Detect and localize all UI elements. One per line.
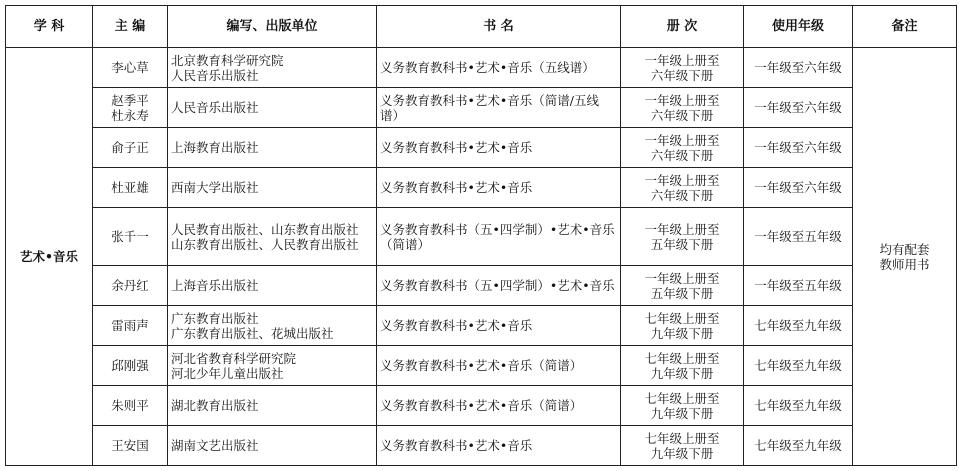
volumes-cell: 一年级上册至 五年级下册 (621, 266, 744, 306)
table-row (6, 168, 957, 208)
editor-cell: 俞子正 (93, 128, 168, 168)
editor-cell: 余丹红 (93, 266, 168, 306)
header-row (6, 6, 957, 48)
header-title: 书 名 (377, 6, 621, 48)
volumes-cell: 一年级上册至 六年级下册 (621, 88, 744, 128)
title-cell: 义务教育教科书•艺术•音乐 (377, 168, 621, 208)
publisher-cell: 河北省教育科学研究院 河北少年儿童出版社 (168, 346, 377, 386)
table-row (6, 306, 957, 346)
title-cell: 义务教育教科书（五•四学制）•艺术•音乐 (377, 266, 621, 306)
editor-cell: 朱则平 (93, 386, 168, 426)
table-row (6, 346, 957, 386)
title-cell: 义务教育教科书•艺术•音乐 (377, 426, 621, 466)
header-publisher: 编写、出版单位 (168, 6, 377, 48)
grades-cell: 七年级至九年级 (744, 386, 853, 426)
grades-cell: 七年级至九年级 (744, 306, 853, 346)
title-cell: 义务教育教科书•艺术•音乐（简谱/五线谱） (377, 88, 621, 128)
publisher-cell: 西南大学出版社 (168, 168, 377, 208)
publisher-cell: 人民音乐出版社 (168, 88, 377, 128)
volumes-cell: 一年级上册至 六年级下册 (621, 168, 744, 208)
grades-cell: 七年级至九年级 (744, 346, 853, 386)
editor-cell: 雷雨声 (93, 306, 168, 346)
grades-cell: 一年级至六年级 (744, 168, 853, 208)
grades-cell: 一年级至六年级 (744, 48, 853, 88)
subject-cell: 艺术•音乐 (6, 48, 93, 466)
table-row (6, 266, 957, 306)
volumes-cell: 一年级上册至 六年级下册 (621, 48, 744, 88)
editor-cell: 赵季平 杜永寿 (93, 88, 168, 128)
publisher-cell: 广东教育出版社 广东教育出版社、花城出版社 (168, 306, 377, 346)
publisher-cell: 湖南文艺出版社 (168, 426, 377, 466)
volumes-cell: 一年级上册至 五年级下册 (621, 208, 744, 266)
title-cell: 义务教育教科书•艺术•音乐 (377, 306, 621, 346)
publisher-cell: 湖北教育出版社 (168, 386, 377, 426)
table-row (6, 208, 957, 266)
publisher-cell: 人民教育出版社、山东教育出版社 山东教育出版社、人民教育出版社 (168, 208, 377, 266)
title-cell: 义务教育教科书•艺术•音乐（简谱） (377, 346, 621, 386)
header-subject: 学 科 (6, 6, 93, 48)
editor-cell: 张千一 (93, 208, 168, 266)
header-remarks: 备注 (853, 6, 957, 48)
remark-cell: 均有配套 教师用书 (853, 48, 957, 466)
header-grades: 使用年级 (744, 6, 853, 48)
grades-cell: 一年级至五年级 (744, 208, 853, 266)
publisher-cell: 上海教育出版社 (168, 128, 377, 168)
grades-cell: 一年级至六年级 (744, 88, 853, 128)
volumes-cell: 七年级上册至 九年级下册 (621, 306, 744, 346)
editor-cell: 邱刚强 (93, 346, 168, 386)
publisher-cell: 上海音乐出版社 (168, 266, 377, 306)
table-row (6, 128, 957, 168)
grades-cell: 一年级至六年级 (744, 128, 853, 168)
title-cell: 义务教育教科书•艺术•音乐（五线谱） (377, 48, 621, 88)
title-cell: 义务教育教科书•艺术•音乐（简谱） (377, 386, 621, 426)
table-row (6, 426, 957, 466)
editor-cell: 李心草 (93, 48, 168, 88)
textbook-table (5, 5, 957, 466)
editor-cell: 杜亚雄 (93, 168, 168, 208)
editor-cell: 王安国 (93, 426, 168, 466)
grades-cell: 七年级至九年级 (744, 426, 853, 466)
volumes-cell: 七年级上册至 九年级下册 (621, 426, 744, 466)
volumes-cell: 七年级上册至 九年级下册 (621, 346, 744, 386)
header-editor: 主 编 (93, 6, 168, 48)
title-cell: 义务教育教科书•艺术•音乐 (377, 128, 621, 168)
table-row (6, 88, 957, 128)
volumes-cell: 一年级上册至 六年级下册 (621, 128, 744, 168)
table-row (6, 386, 957, 426)
grades-cell: 一年级至五年级 (744, 266, 853, 306)
title-cell: 义务教育教科书（五•四学制）•艺术•音乐（简谱） (377, 208, 621, 266)
table-row (6, 48, 957, 88)
volumes-cell: 七年级上册至 九年级下册 (621, 386, 744, 426)
header-volumes: 册 次 (621, 6, 744, 48)
publisher-cell: 北京教育科学研究院 人民音乐出版社 (168, 48, 377, 88)
